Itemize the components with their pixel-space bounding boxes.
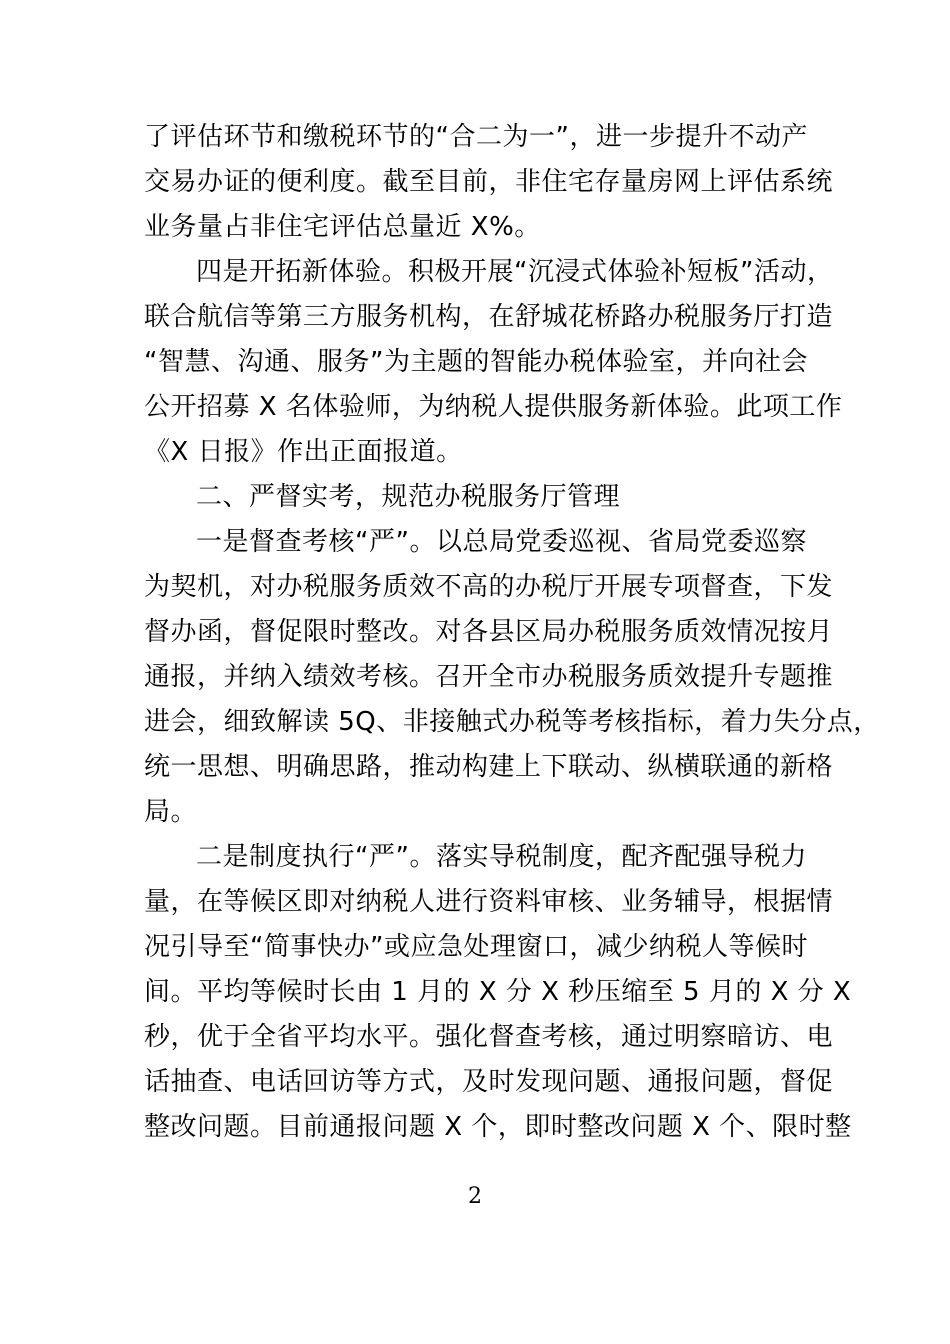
text-line: 交易办证的便利度。截至目前，非住宅存量房网上评估系统: [144, 167, 834, 197]
text-line: 局。: [144, 797, 198, 827]
text-line: 业务量占非住宅评估总量近 X%。: [144, 212, 541, 242]
text-line: 通报，并纳入绩效考核。召开全市办税服务质效提升专题推: [144, 662, 834, 692]
page-number: 2: [468, 1184, 482, 1209]
text-line: “智慧、沟通、服务”为主题的智能办税体验室，并向社会: [144, 347, 808, 377]
paragraph-start-line: 二是制度执行“严”。落实导税制度，配齐配强导税力: [196, 842, 807, 872]
text-line: 《X 日报》作出正面报道。: [144, 437, 463, 467]
text-line: 进会，细致解读 5Q、非接触式办税等考核指标，着力失分点，: [144, 707, 880, 737]
text-line: 统一思想、明确思路，推动构建上下联动、纵横联通的新格: [144, 752, 834, 782]
paragraph-start-line: 四是开拓新体验。积极开展“沉浸式体验补短板”活动，: [196, 257, 834, 287]
section-heading: 二、严督实考，规范办税服务厅管理: [196, 482, 621, 512]
text-line: 督办函，督促限时整改。对各县区局办税服务质效情况按月: [144, 617, 834, 647]
text-line: 况引导至“简事快办”或应急处理窗口，减少纳税人等候时: [144, 932, 808, 962]
text-line: 间。平均等候时长由 1 月的 X 分 X 秒压缩至 5 月的 X 分 X: [144, 977, 852, 1007]
text-line: 为契机，对办税服务质效不高的办税厅开展专项督查，下发: [144, 572, 834, 602]
text-line: 话抽查、电话回访等方式，及时发现问题、通报问题，督促: [144, 1067, 834, 1097]
text-line: 了评估环节和缴税环节的“合二为一”，进一步提升不动产: [144, 122, 808, 152]
text-line: 量，在等候区即对纳税人进行资料审核、业务辅导，根据情: [144, 887, 834, 917]
text-line: 公开招募 X 名体验师，为纳税人提供服务新体验。此项工作: [144, 392, 843, 422]
paragraph-start-line: 一是督查考核“严”。以总局党委巡视、省局党委巡察: [196, 527, 807, 557]
text-line: 整改问题。目前通报问题 X 个，即时整改问题 X 个、限时整: [144, 1112, 852, 1142]
text-line: 联合航信等第三方服务机构，在舒城花桥路办税服务厅打造: [144, 302, 834, 332]
text-line: 秒，优于全省平均水平。强化督查考核，通过明察暗访、电: [144, 1022, 834, 1052]
